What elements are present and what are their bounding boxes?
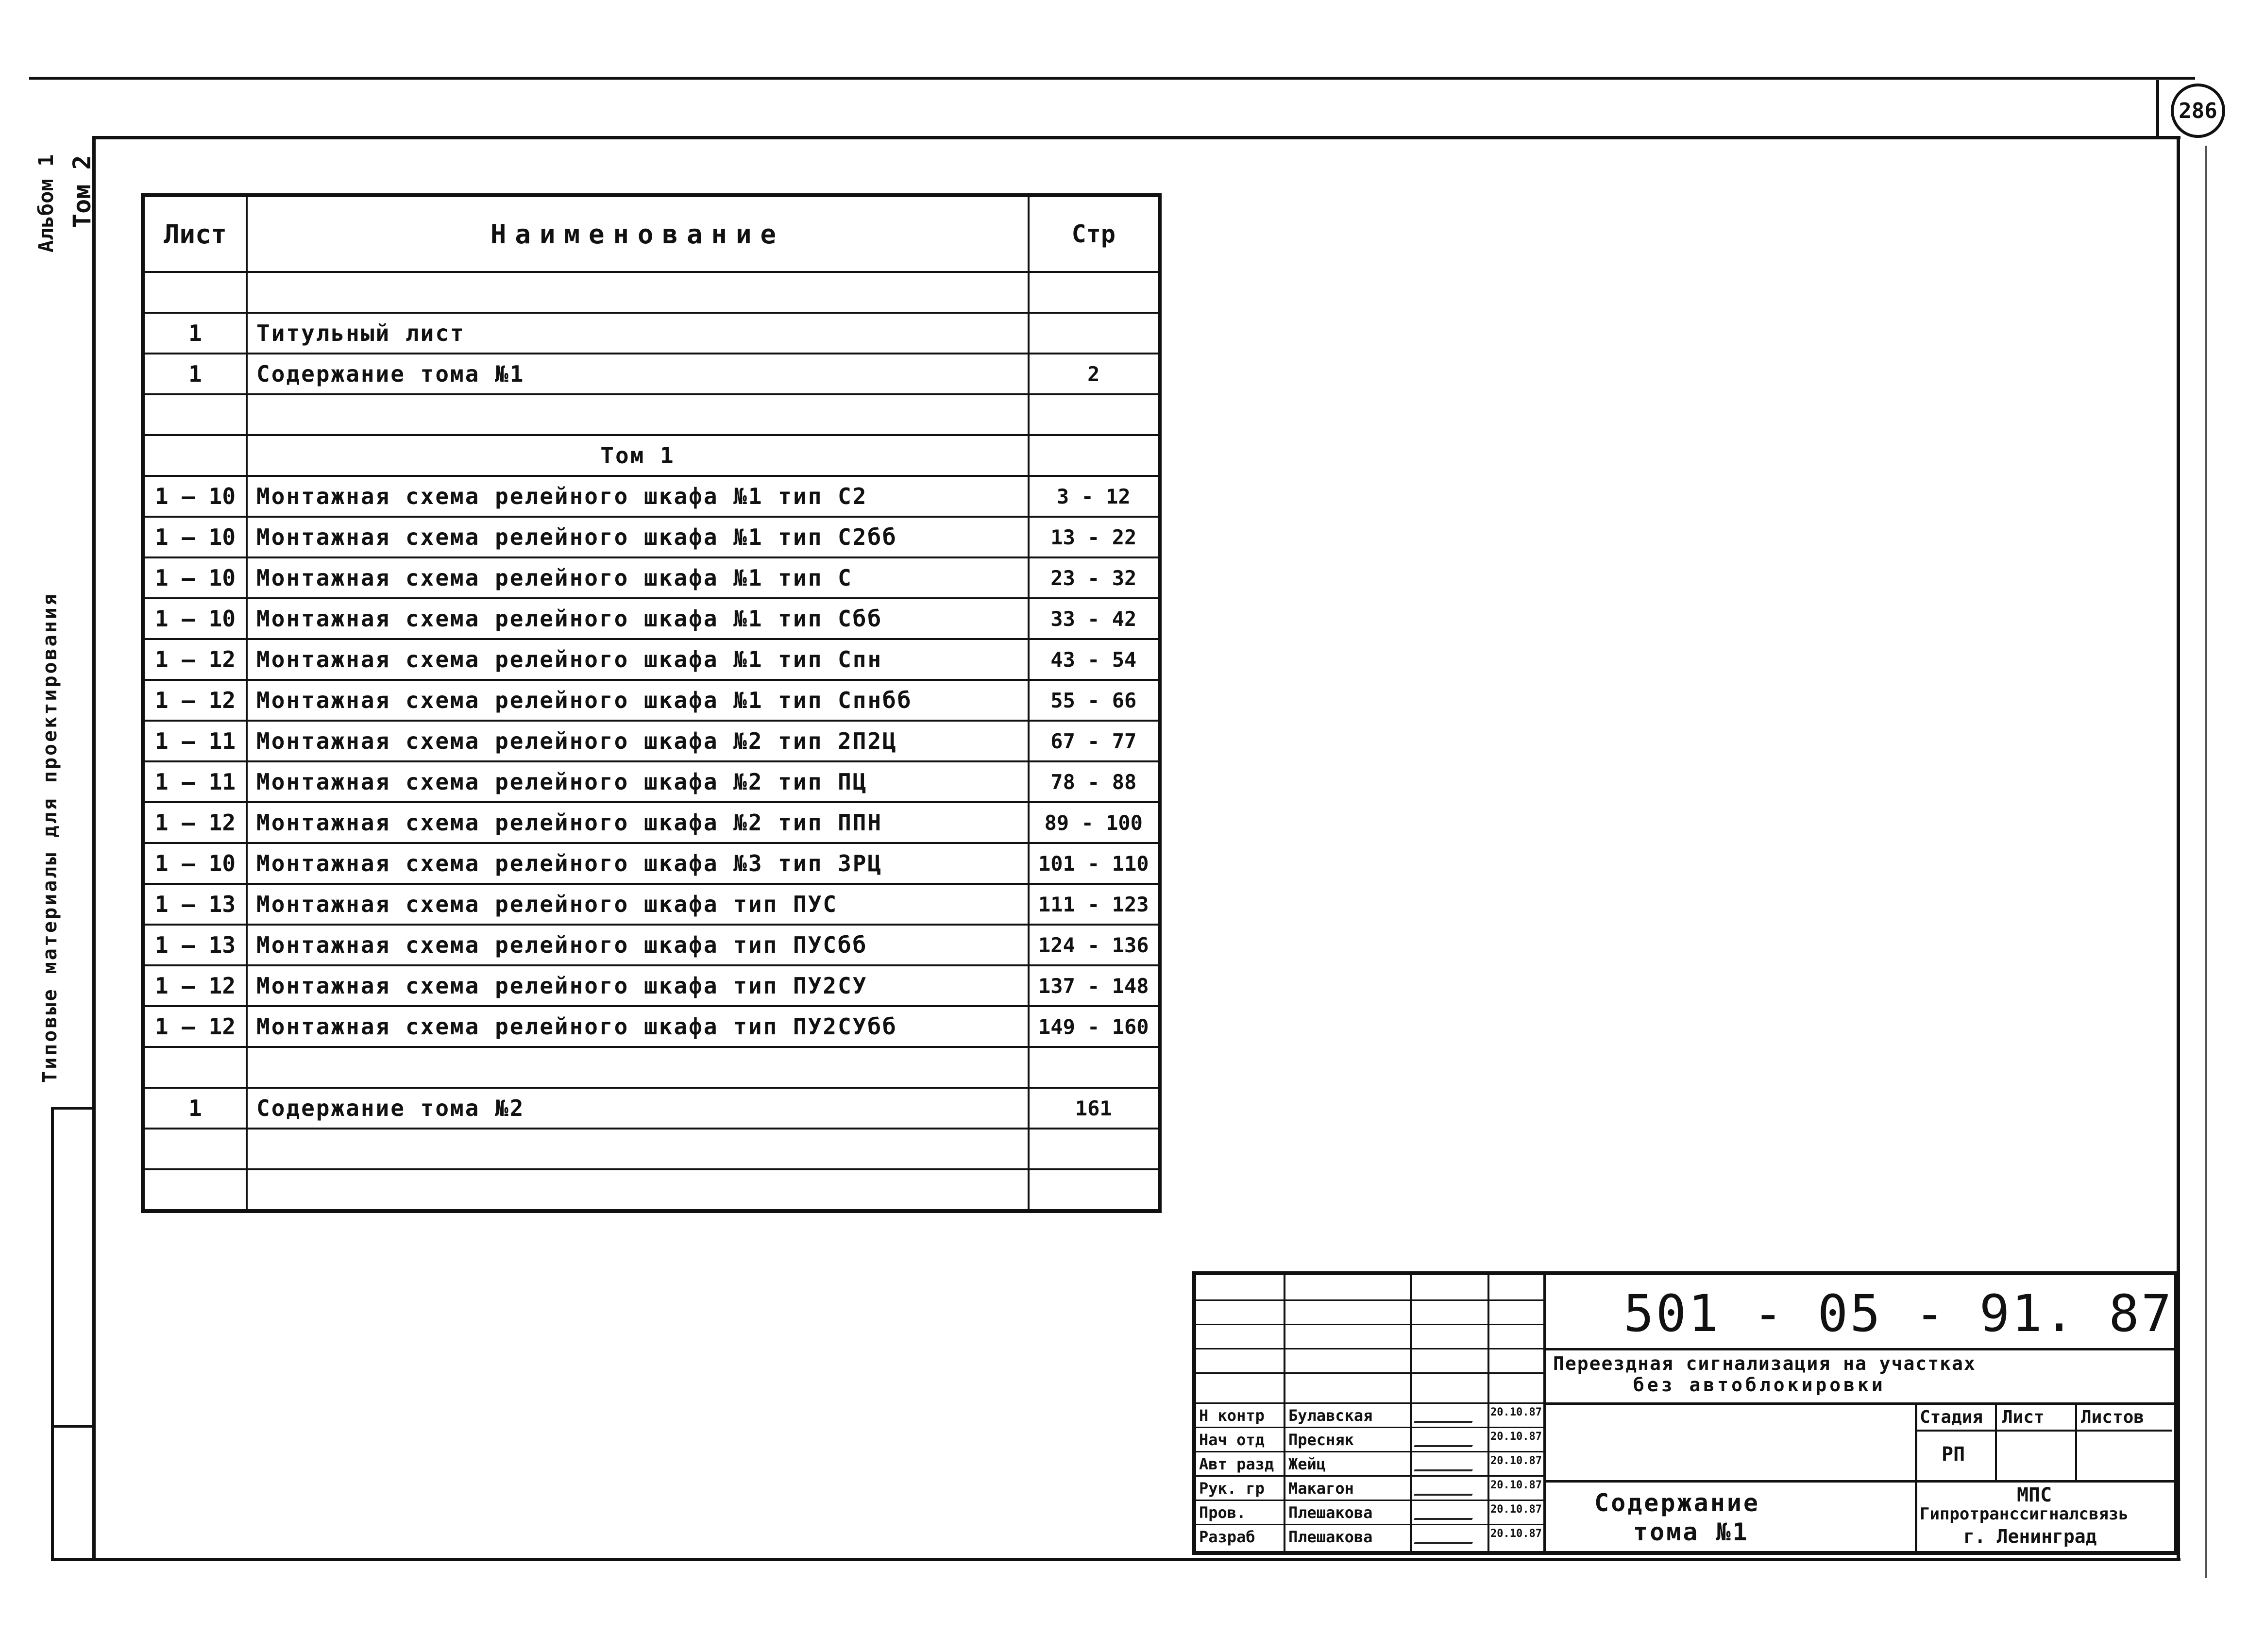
row-name-cell: Монтажная схема релейного шкафа тип ПУ2СУбб [247,1006,1029,1047]
row-name-cell [247,1047,1029,1088]
contents-table [141,193,1162,1213]
row-sheet-cell: 1 – 10 [143,843,247,884]
row-name-cell [247,272,1029,313]
row-name-cell: Монтажная схема релейного шкафа №1 тип С2бб [247,517,1029,557]
signature-mark [1414,1433,1479,1447]
album-label: Альбом 1 [34,154,58,253]
row-page-cell: 111 - 123 [1029,884,1160,925]
document-code: 501 - 05 - 91. 87 [1623,1284,2174,1343]
row-sheet-cell: 1 [143,354,247,394]
row-page-cell [1029,1129,1160,1169]
table-row [143,557,1160,598]
series-caption: Типовые материалы для проектирования [39,592,61,1083]
organization-line3: г. Ленинград [1963,1526,2097,1547]
row-name-cell [247,1129,1029,1169]
row-sheet-cell [143,1169,247,1211]
signature-role: Разраб [1199,1528,1255,1546]
row-name-cell: Монтажная схема релейного шкафа №1 тип С [247,557,1029,598]
signature-name: Макагон [1288,1479,1354,1498]
row-name-cell: Монтажная схема релейного шкафа тип ПУ2СУ [247,965,1029,1006]
signature-name: Плешакова [1288,1528,1373,1546]
signature-date: 20.10.87 [1490,1406,1542,1418]
row-sheet-cell [143,1047,247,1088]
organization-line1: МПС [2017,1484,2052,1506]
row-page-cell [1029,1047,1160,1088]
row-page-cell: 2 [1029,354,1160,394]
row-page-cell: 55 - 66 [1029,680,1160,721]
signature-date: 20.10.87 [1490,1479,1542,1491]
signature-name: Плешакова [1288,1503,1373,1522]
table-row [143,394,1160,435]
document-title-line1: Содержание [1594,1489,1760,1517]
row-sheet-cell: 1 – 12 [143,639,247,680]
row-page-cell: 124 - 136 [1029,925,1160,965]
row-page-cell [1029,313,1160,354]
row-sheet-cell: 1 – 13 [143,884,247,925]
row-name-cell: Монтажная схема релейного шкафа №1 тип Спнбб [247,680,1029,721]
row-sheet-cell: 1 – 11 [143,721,247,761]
table-row [143,517,1160,557]
table-row [143,925,1160,965]
table-row [143,1088,1160,1129]
table-row [143,843,1160,884]
row-sheet-cell [143,394,247,435]
row-sheet-cell [143,435,247,476]
row-name-cell: Монтажная схема релейного шкафа №2 тип ПЦ [247,761,1029,802]
document-title-line2: тома №1 [1633,1518,1749,1546]
row-sheet-cell: 1 – 10 [143,598,247,639]
table-row [143,639,1160,680]
table-row [143,802,1160,843]
signature-role: Авт разд [1199,1455,1274,1473]
table-row [143,435,1160,476]
stage-header: Стадия [1920,1407,1983,1427]
row-page-cell: 149 - 160 [1029,1006,1160,1047]
signature-mark [1414,1481,1479,1496]
row-page-cell [1029,394,1160,435]
signature-role: Рук. гр [1199,1479,1265,1498]
row-name-cell: Монтажная схема релейного шкафа №1 тип С2 [247,476,1029,517]
table-row [143,1006,1160,1047]
row-sheet-cell: 1 – 11 [143,761,247,802]
table-row [143,721,1160,761]
table-row [143,965,1160,1006]
signature-role: Пров. [1199,1503,1246,1522]
row-name-cell: Содержание тома №2 [247,1088,1029,1129]
row-sheet-cell: 1 – 10 [143,557,247,598]
row-sheet-cell: 1 – 12 [143,802,247,843]
row-name-cell: Монтажная схема релейного шкафа №1 тип Спн [247,639,1029,680]
table-row [143,1129,1160,1169]
table-row [143,1169,1160,1211]
title-block [1192,1271,2178,1555]
table-row [143,884,1160,925]
table-row [143,598,1160,639]
signature-mark [1414,1457,1479,1471]
signature-role: Н контр [1199,1406,1265,1425]
table-row [143,476,1160,517]
row-page-cell: 161 [1029,1088,1160,1129]
signature-mark [1414,1530,1479,1544]
row-sheet-cell: 1 [143,313,247,354]
signature-role: Нач отд [1199,1431,1265,1449]
row-name-cell [247,394,1029,435]
row-page-cell: 43 - 54 [1029,639,1160,680]
table-row [143,313,1160,354]
project-title-line2: без автоблокировки [1633,1374,1886,1396]
table-row [143,761,1160,802]
row-sheet-cell: 1 – 13 [143,925,247,965]
table-header-row [143,195,1160,272]
signature-date: 20.10.87 [1490,1503,1542,1516]
row-page-cell: 67 - 77 [1029,721,1160,761]
table-row [143,1047,1160,1088]
row-page-cell: 89 - 100 [1029,802,1160,843]
row-page-cell: 13 - 22 [1029,517,1160,557]
row-page-cell: 101 - 110 [1029,843,1160,884]
project-title-line1: Переездная сигнализация на участках [1553,1353,1976,1374]
page-number: 286 [2171,84,2225,138]
row-page-cell: 23 - 32 [1029,557,1160,598]
row-sheet-cell: 1 [143,1088,247,1129]
volume-label: Том 2 [68,155,96,228]
row-page-cell: 33 - 42 [1029,598,1160,639]
row-name-cell: Монтажная схема релейного шкафа тип ПУСбб [247,925,1029,965]
row-sheet-cell: 1 – 12 [143,1006,247,1047]
table-row [143,680,1160,721]
signature-date: 20.10.87 [1490,1431,1542,1443]
row-sheet-cell [143,1129,247,1169]
signature-mark [1414,1408,1479,1423]
sheet-header: Лист [2002,1407,2045,1427]
signature-name: Пресняк [1288,1431,1354,1449]
row-name-cell: Титульный лист [247,313,1029,354]
signature-name: Булавская [1288,1406,1373,1425]
row-sheet-cell [143,272,247,313]
stage-value: РП [1942,1443,1965,1466]
row-name-cell: Монтажная схема релейного шкафа тип ПУС [247,884,1029,925]
table-row [143,354,1160,394]
row-name-cell: Монтажная схема релейного шкафа №3 тип 3РЦ [247,843,1029,884]
row-name-cell: Содержание тома №1 [247,354,1029,394]
row-name-cell: Том 1 [247,435,1029,476]
row-name-cell: Монтажная схема релейного шкафа №2 тип ППН [247,802,1029,843]
signature-mark [1414,1505,1479,1520]
table-row [143,272,1160,313]
header-sheet: Лист [143,195,247,272]
row-page-cell [1029,272,1160,313]
sheets-header: Листов [2081,1407,2145,1427]
row-page-cell: 137 - 148 [1029,965,1160,1006]
signature-date: 20.10.87 [1490,1528,1542,1540]
row-page-cell [1029,435,1160,476]
row-sheet-cell: 1 – 10 [143,476,247,517]
row-page-cell: 78 - 88 [1029,761,1160,802]
signature-name: Жейц [1288,1455,1326,1473]
row-name-cell: Монтажная схема релейного шкафа №2 тип 2П2Ц [247,721,1029,761]
header-page: Стр [1029,195,1160,272]
organization-line2: Гипротранссигналсвязь [1920,1504,2129,1524]
row-name-cell [247,1169,1029,1211]
row-name-cell: Монтажная схема релейного шкафа №1 тип Сбб [247,598,1029,639]
row-page-cell: 3 - 12 [1029,476,1160,517]
row-sheet-cell: 1 – 12 [143,680,247,721]
signature-date: 20.10.87 [1490,1455,1542,1467]
header-name: Наименование [247,195,1029,272]
row-sheet-cell: 1 – 10 [143,517,247,557]
row-page-cell [1029,1169,1160,1211]
row-sheet-cell: 1 – 12 [143,965,247,1006]
